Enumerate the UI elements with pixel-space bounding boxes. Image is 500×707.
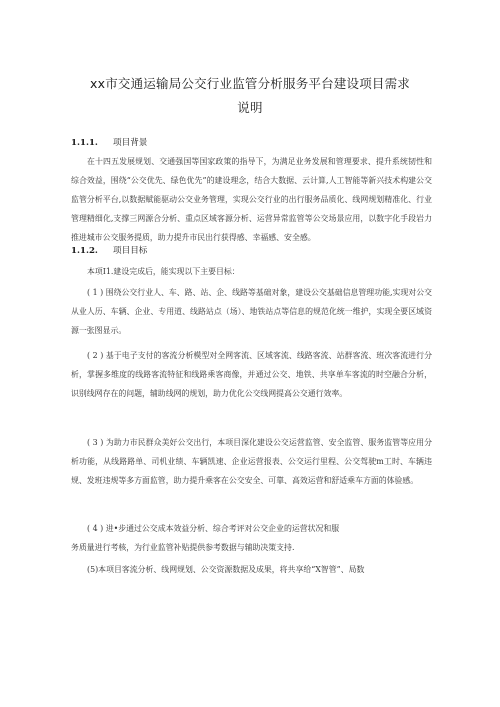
section-heading-background xyxy=(71,136,147,148)
goal-item-1: ( 1 ) 围绕公交行业人、车、路、站、企、线路等基础对象，建设公交基础信息管理功能,实现对公交从业人历、车辆、企业、专用道、线路站点（场）、地铁站点等信息的规范化统一维护，实现全要区域资源一张图显示。 xyxy=(71,288,432,335)
goals-intro: 本项I1.建设完成后，能实现以下主要目标： xyxy=(87,267,240,276)
section-title: 项目目标 xyxy=(113,246,148,256)
section-number: 1.1.2. xyxy=(71,246,98,256)
goal-item-2: ( 2 ) 基于电子支付的客流分析模型对全网客流、区域客流、线路客流、站群客流、班次客流进行分析，掌握多维度的线路客流特征和线路乘客商像，并通过公交、地铁、共享单车客流的时空融合分析，识别线网存在的问题，辅助线网的规划，助力优化公交线网提高公交通行效率。 xyxy=(71,351,432,398)
goal-item-3: ( 3 ) 为助力市民群众美好公交出行，本项目深化建设公交运营监管、安全监管、服务监管等应用分析功能，从线路路单、司机业绩、车辆凯速、企业运营报表、公交运行里程、公交驾驶m工时、车辆违规、发班违规等多方面监管，助力提升乘客在公交安全、可靠、高效运营和舒适乘车方面的体验感。 xyxy=(71,438,432,485)
section-title: 项目背景 xyxy=(113,138,148,148)
goal-item-4-line2: 务质量进行考核，为行业监管补贴提供参考数据与辅助决策支持. xyxy=(71,543,295,552)
background-paragraph: 在十四五发展规划、交通强国等国家政策的指导下，为满足业务发展和管理要求、提升系统韧性和综合效益，围绕“公交优先、绿色优先”的建设理念，结合大数据、云计算,人工智能等新兴技术构建公交监管分析平台,以数据赋能驱动公交业务管理，实现公交行业的出行服务品质化、线网规划精准化、行业管理精细化,支撑三网源合分析、重点区域客源分析、运营异常监管等公交场景应用，以数字化手段岩力推进城市公交服务提质，助力提升市民出行获得感、幸福感、安全感。 xyxy=(71,157,432,242)
goal-item-4-line1: ( 4 ) 进•步通过公交成本效益分析、综合考评对公交企业的运营状况和服 xyxy=(87,524,340,533)
document-title-line2: 说明 xyxy=(237,100,263,115)
goal-item-5: (5)本项目客流分析、线网规划、公交资源数据及成果，将共享给“X智管”、局数 xyxy=(87,565,365,574)
section-number: 1.1.1. xyxy=(71,138,98,148)
document-title-line1: xx市交通运输局公交行业监管分析服务平台建设项目需求 xyxy=(90,76,410,91)
section-heading-goals xyxy=(71,244,147,256)
